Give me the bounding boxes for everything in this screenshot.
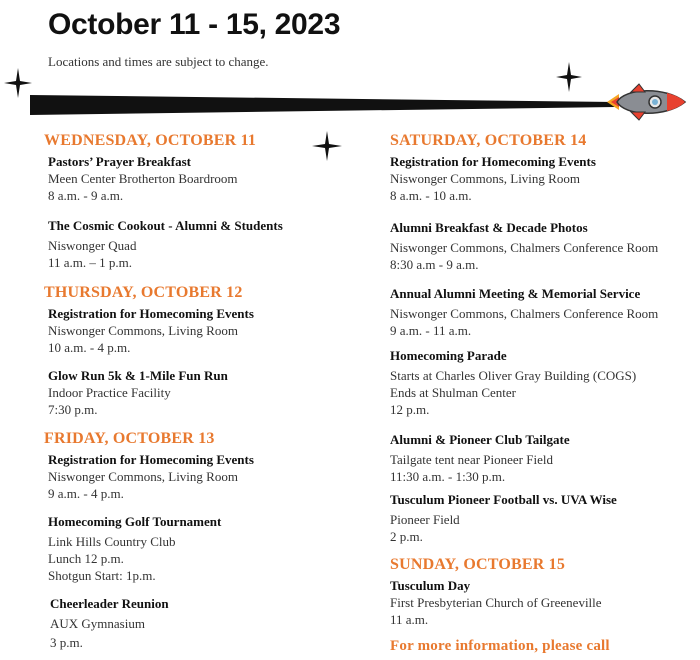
- event-detail: 9 a.m. - 4 p.m.: [48, 486, 124, 501]
- event-title: Alumni Breakfast & Decade Photos: [390, 220, 588, 235]
- event-detail: Niswonger Commons, Chalmers Conference Room: [390, 240, 659, 255]
- more-info-text: For more information, please call: [390, 638, 610, 654]
- event-item: [390, 154, 596, 204]
- day-heading-sunday: SUNDAY, OCTOBER 15: [390, 556, 566, 573]
- event-detail: Shotgun Start: 1p.m.: [48, 568, 156, 583]
- event-item: [48, 306, 254, 356]
- event-detail: 11 a.m.: [390, 612, 429, 627]
- event-detail: 2 p.m.: [390, 529, 423, 544]
- event-title: Cheerleader Reunion: [50, 596, 169, 611]
- right-column: [388, 132, 688, 660]
- rocket-icon: [605, 82, 687, 122]
- event-detail: 7:30 p.m.: [48, 402, 98, 417]
- page-title: October 11 - 15, 2023: [48, 8, 341, 41]
- rocket-trail: [30, 93, 615, 117]
- event-item: [48, 514, 221, 584]
- event-detail: AUX Gymnasium: [50, 616, 145, 631]
- event-title: Registration for Homecoming Events: [48, 452, 254, 467]
- day-heading-wednesday: WEDNESDAY, OCTOBER 11: [44, 132, 257, 149]
- event-detail: 3 p.m.: [50, 635, 83, 650]
- event-detail: 10 a.m. - 4 p.m.: [48, 340, 131, 355]
- event-detail: 8 a.m. - 10 a.m.: [390, 188, 472, 203]
- event-detail: Niswonger Commons, Living Room: [48, 469, 238, 484]
- event-detail: Niswonger Quad: [48, 238, 137, 253]
- event-title: Alumni & Pioneer Club Tailgate: [390, 432, 570, 447]
- event-detail: Lunch 12 p.m.: [48, 551, 124, 566]
- page-subtitle: Locations and times are subject to change.: [48, 54, 269, 69]
- event-title: Tusculum Day: [390, 578, 471, 593]
- event-title: Tusculum Pioneer Football vs. UVA Wise: [390, 492, 617, 507]
- event-item: [48, 368, 228, 418]
- event-detail: 8:30 a.m - 9 a.m.: [390, 257, 479, 272]
- event-detail: Meen Center Brotherton Boardroom: [48, 171, 238, 186]
- event-detail: Indoor Practice Facility: [48, 385, 171, 400]
- day-heading-thursday: THURSDAY, OCTOBER 12: [44, 284, 243, 301]
- event-title: The Cosmic Cookout - Alumni & Students: [48, 218, 283, 233]
- left-column: [44, 132, 364, 660]
- event-item: [390, 432, 570, 485]
- event-detail: Link Hills Country Club: [48, 534, 176, 549]
- day-heading-saturday: SATURDAY, OCTOBER 14: [390, 132, 587, 149]
- event-item: [48, 154, 238, 204]
- event-detail: 8 a.m. - 9 a.m.: [48, 188, 124, 203]
- event-detail: 12 p.m.: [390, 402, 430, 417]
- event-title: Registration for Homecoming Events: [390, 154, 596, 169]
- event-detail: 11:30 a.m. - 1:30 p.m.: [390, 469, 506, 484]
- event-title: Registration for Homecoming Events: [48, 306, 254, 321]
- sparkle-star-icon: [4, 68, 32, 98]
- event-item: [48, 218, 283, 271]
- event-detail: Niswonger Commons, Chalmers Conference Room: [390, 306, 659, 321]
- event-detail: Starts at Charles Oliver Gray Building (COGS): [390, 368, 637, 383]
- event-item: [48, 452, 254, 502]
- event-detail: First Presbyterian Church of Greeneville: [390, 595, 602, 610]
- event-title: Homecoming Golf Tournament: [48, 514, 222, 529]
- event-item: [50, 596, 169, 651]
- event-item: [390, 220, 658, 273]
- event-title: Pastors’ Prayer Breakfast: [48, 154, 191, 169]
- event-detail: Niswonger Commons, Living Room: [390, 171, 580, 186]
- event-detail: Ends at Shulman Center: [390, 385, 517, 400]
- event-detail: 11 a.m. – 1 p.m.: [48, 255, 133, 270]
- event-detail: Tailgate tent near Pioneer Field: [390, 452, 553, 467]
- event-detail: Pioneer Field: [390, 512, 460, 527]
- event-item: [390, 492, 617, 545]
- event-title: Homecoming Parade: [390, 348, 507, 363]
- event-detail: Niswonger Commons, Living Room: [48, 323, 238, 338]
- day-heading-friday: FRIDAY, OCTOBER 13: [44, 430, 215, 447]
- event-item: [390, 578, 602, 628]
- sparkle-star-icon: [556, 62, 582, 92]
- event-title: Annual Alumni Meeting & Memorial Service: [390, 286, 641, 301]
- event-item: [390, 348, 636, 418]
- event-detail: 9 a.m. - 11 a.m.: [390, 323, 472, 338]
- event-title: Glow Run 5k & 1-Mile Fun Run: [48, 368, 228, 383]
- event-item: [390, 286, 658, 339]
